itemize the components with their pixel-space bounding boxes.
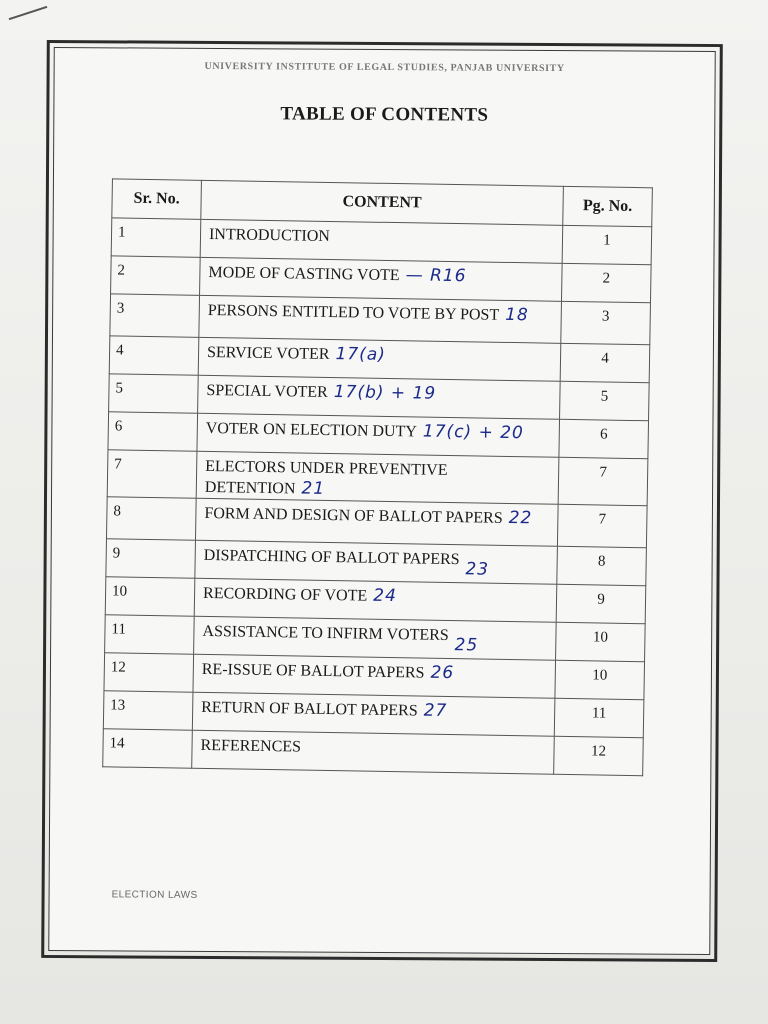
sr-no-cell: 1 — [111, 218, 201, 257]
page-number-cell: 2 — [561, 263, 651, 302]
column-header-sr-no: Sr. No. — [112, 179, 202, 219]
sr-no-cell: 4 — [109, 336, 199, 375]
content-label: VOTER ON ELECTION DUTY — [205, 419, 418, 441]
content-label: FORM AND DESIGN OF BALLOT PAPERS — [204, 504, 503, 527]
content-cell — [195, 540, 558, 584]
column-header-content: CONTENT — [201, 180, 564, 225]
sr-no-cell: 3 — [110, 294, 200, 337]
contents-table — [102, 178, 653, 776]
content-cell — [192, 730, 555, 774]
page-number-cell: 8 — [557, 546, 647, 585]
content-label: MODE OF CASTING VOTE — [208, 263, 400, 285]
sr-no-cell: 11 — [105, 615, 195, 654]
sr-no-cell: 10 — [105, 577, 195, 616]
sr-no-cell: 9 — [106, 539, 196, 578]
page-number-cell: 6 — [559, 419, 649, 458]
page-title: TABLE OF CONTENTS — [280, 103, 489, 126]
handwritten-note: 23 — [465, 559, 490, 580]
content-label: DISPATCHING OF BALLOT PAPERS — [203, 546, 460, 569]
content-label: RECORDING OF VOTE — [202, 584, 368, 605]
sr-no-cell: 8 — [106, 497, 196, 540]
page-number-cell: 10 — [555, 660, 645, 699]
handwritten-note: 26 — [430, 662, 455, 684]
handwritten-note: 17(c) + 20 — [422, 421, 524, 444]
handwritten-note: 24 — [373, 585, 398, 607]
handwritten-note: 25 — [454, 635, 479, 656]
sr-no-cell: 13 — [103, 691, 193, 730]
page-number-cell: 1 — [562, 225, 652, 264]
content-label: ELECTORS UNDER PREVENTIVE DETENTION — [204, 457, 448, 498]
page-number-cell: 3 — [561, 301, 651, 344]
page-number-cell: 7 — [558, 457, 648, 505]
handwritten-note: 21 — [301, 478, 326, 499]
content-label: RE-ISSUE OF BALLOT PAPERS — [201, 660, 425, 682]
page-number-cell: 4 — [560, 343, 650, 382]
content-cell — [197, 413, 560, 457]
content-label: RETURN OF BALLOT PAPERS — [201, 698, 418, 720]
content-label: SERVICE VOTER — [206, 343, 330, 363]
footer-label: ELECTION LAWS — [111, 889, 198, 901]
content-label: INTRODUCTION — [208, 225, 331, 245]
page-border — [41, 40, 723, 962]
page-content — [48, 47, 716, 955]
content-cell — [194, 578, 557, 622]
sr-no-cell: 14 — [103, 729, 193, 768]
page-number-cell: 11 — [554, 698, 644, 737]
column-header-page-no: Pg. No. — [563, 186, 653, 226]
handwritten-note: 18 — [505, 304, 529, 326]
page-number-cell: 7 — [557, 504, 647, 547]
content-cell — [194, 616, 557, 660]
sr-no-cell: 2 — [111, 256, 201, 295]
handwritten-note: 17(b) + 19 — [333, 382, 437, 404]
content-cell — [200, 219, 563, 263]
sr-no-cell: 12 — [104, 653, 194, 692]
content-cell — [198, 375, 561, 419]
handwritten-note: 27 — [423, 700, 448, 721]
table-row — [103, 729, 644, 776]
content-cell — [193, 654, 556, 698]
handwritten-note: — R16 — [405, 265, 467, 287]
content-label: PERSONS ENTITLED TO VOTE BY POST — [207, 301, 500, 324]
content-cell — [200, 257, 563, 301]
handwritten-note: 22 — [508, 507, 533, 529]
content-label: REFERENCES — [200, 736, 302, 756]
institution-header: UNIVERSITY INSTITUTE OF LEGAL STUDIES, PANJAB UNIVERSITY — [204, 60, 565, 75]
page-number-cell: 12 — [554, 736, 644, 775]
content-cell — [195, 498, 558, 546]
handwritten-note: 17(a) — [335, 344, 387, 365]
content-label: ASSISTANCE TO INFIRM VOTERS — [202, 622, 449, 644]
content-cell — [196, 451, 559, 504]
content-cell — [198, 337, 561, 381]
sr-no-cell: 7 — [107, 450, 197, 498]
content-cell — [199, 295, 562, 343]
content-cell — [192, 692, 555, 736]
page-number-cell: 10 — [556, 622, 646, 661]
content-label: SPECIAL VOTER — [206, 381, 328, 401]
sr-no-cell: 5 — [109, 374, 199, 413]
sr-no-cell: 6 — [108, 412, 198, 451]
page-number-cell: 9 — [556, 584, 646, 623]
page-number-cell: 5 — [560, 381, 650, 420]
